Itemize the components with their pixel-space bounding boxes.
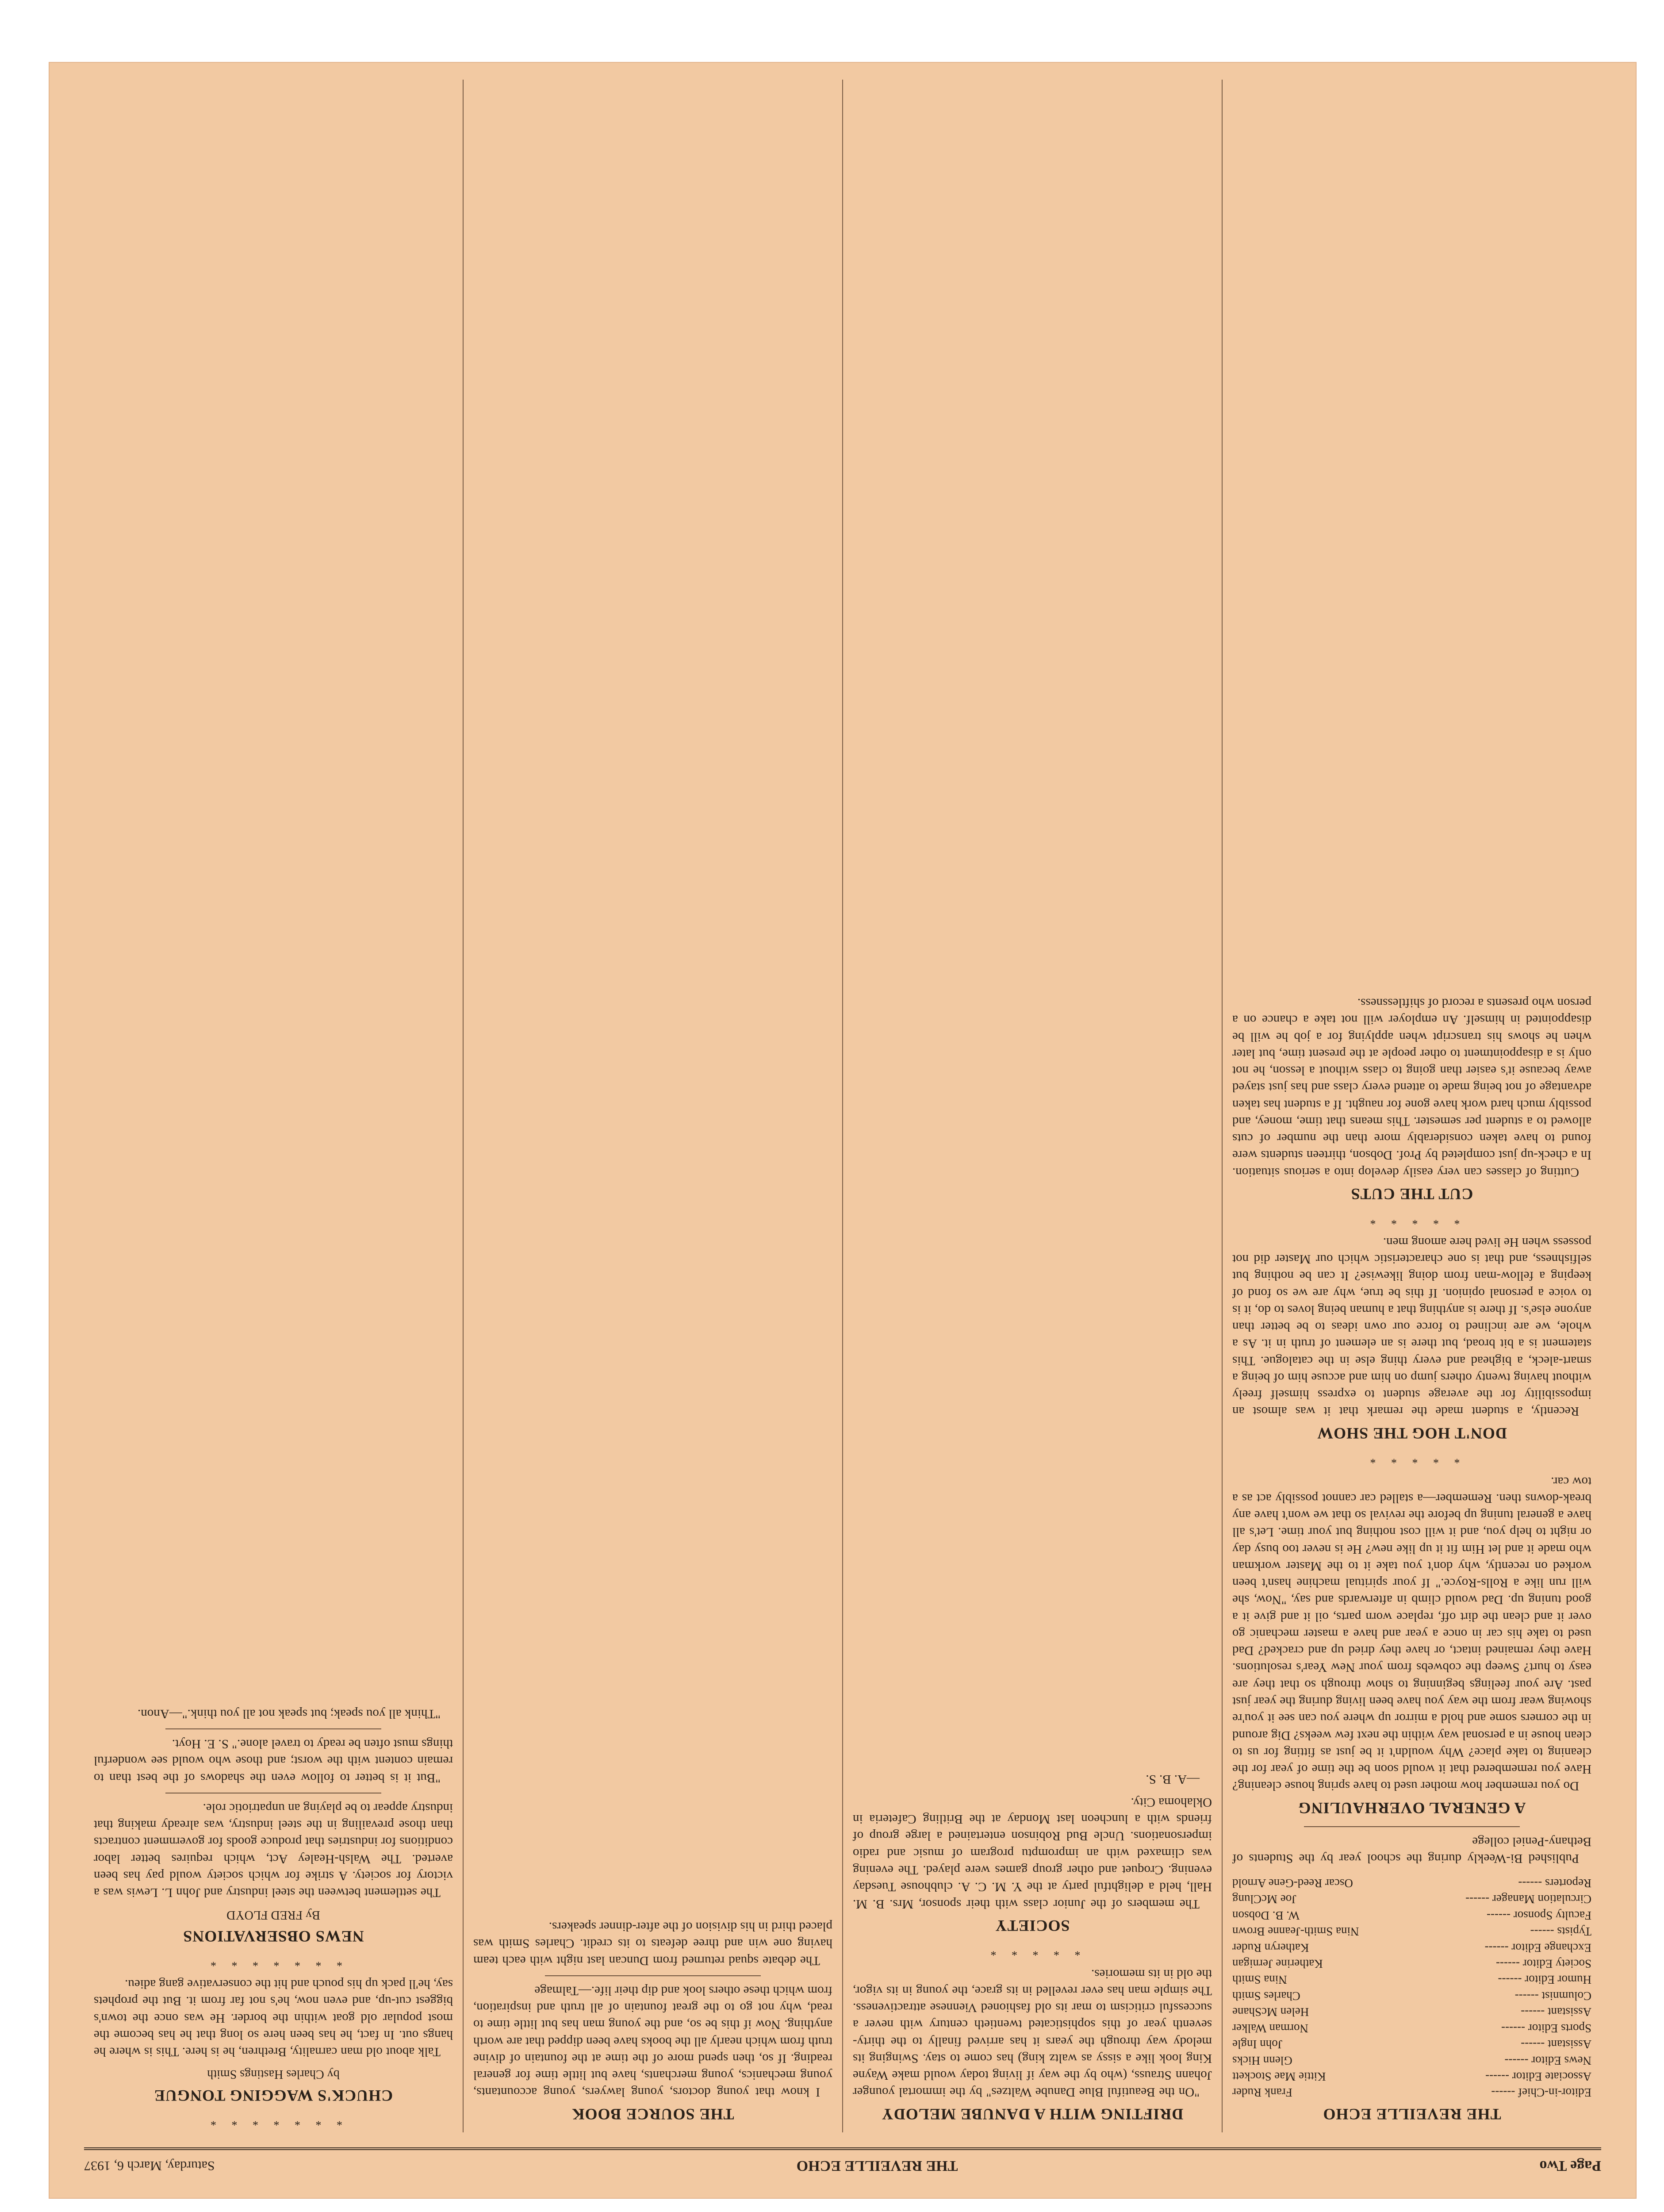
overhauling-title: A GENERAL OVERHAULING: [1298, 1799, 1526, 1817]
newspaper-page: [49, 62, 1637, 2199]
column-1: [1222, 80, 1601, 2132]
column-2: [842, 80, 1222, 2132]
staff-row: [1232, 2036, 1591, 2052]
staff-role: Assistant ------: [1521, 2004, 1591, 2020]
staff-role: Sports Editor ------: [1501, 2020, 1591, 2036]
staff-role: Columnist ------: [1515, 1988, 1591, 2004]
chuck-title: CHUCK'S WAGGING TONGUE: [153, 2086, 393, 2104]
staff-row: [1232, 2085, 1591, 2101]
columns-container: [84, 80, 1601, 2132]
society-text: The members of the Junior class with their sponsor, Mrs. B. M. Hall, held a delightful party at the Y. M. C. A. clubhouse Tuesday evening. Croquet and other group games were played. The evening was climaxed with an impromptu program of music and radio impersonations. Uncle Bud Robinson entertained a large group of friends with a luncheon last Monday at the Britling Cafeteria in Oklahoma City.: [853, 1795, 1212, 1911]
star-divider: * * * * *: [1364, 1214, 1460, 1227]
staff-row: [1232, 1972, 1591, 1988]
staff-name: Oscar Reed-Gene Arnold: [1232, 1876, 1353, 1890]
show-title: DON'T HOG THE SHOW: [1317, 1424, 1507, 1442]
page-label: Page Two: [1539, 2158, 1601, 2174]
star-divider: * * * * * * *: [204, 2115, 342, 2128]
staff-role: Faculty Sponsor ------: [1487, 1907, 1591, 1923]
staff-name: Katherine Jernigan: [1232, 1957, 1323, 1970]
staff-row: [1232, 1939, 1591, 1955]
society-byline: —A. B. S.: [1146, 1772, 1200, 1786]
staff-name: Helen McShane: [1232, 2005, 1309, 2019]
chuck-byline: by Charles Hastings Smith: [207, 2067, 340, 2081]
staff-role: Humor Editor ------: [1498, 1972, 1591, 1988]
news-obs-title: NEWS OBSERVATIONS: [183, 1927, 364, 1945]
staff-role: Reporters ------: [1518, 1875, 1591, 1891]
staff-name: Katheryn Ruder: [1232, 1941, 1309, 1955]
chuck-text: Talk about old man carnality, Brethren, he is here. This is where he hangs out. In fact, he has been here so long that he has become the most popular old goat within the border. He was once the town's biggest cut-up, and even now, he's not far from it. But the prophets say, he'll pack up his pouch and hit the conservative gang adieu.: [94, 1977, 453, 2059]
paper-name: THE REVEILLE ECHO: [796, 2158, 958, 2174]
danube-text: "On the Beautiful Blue Danube Waltzes" by the immortal younger Johann Strauss, (who by the way if living today would make Wayne King look like a sissy as waltz king) has come to stay. Swinging its melody way through the years it has arrived finally to the thirty-seventh year of this sophisticated twentieth century with never a successful criticism to mar its old fashioned Viennese attractiveness. The simple man has ever revelled in its grace, the young in its vigor, the old in its memories.: [853, 1966, 1212, 2100]
staff-role: Circulation Manager ------: [1465, 1891, 1591, 1907]
staff-name: Charles Smith: [1232, 1989, 1300, 2003]
staff-row: [1232, 1924, 1591, 1939]
staff-list: [1232, 1875, 1591, 2101]
published-note: Published Bi-Weekly during the school year by the Students of Bethany-Peniel college: [1232, 1835, 1591, 1866]
staff-role: Associate Editor ------: [1485, 2069, 1591, 2085]
staff-name: Kittie Mae Stockett: [1232, 2070, 1326, 2084]
star-divider: * * * * *: [1364, 1453, 1460, 1466]
staff-name: Norman Walker: [1232, 2021, 1309, 2035]
star-divider: * * * * * * *: [204, 1955, 342, 1969]
staff-row: [1232, 2069, 1591, 2085]
cuts-title: CUT THE CUTS: [1350, 1185, 1473, 1203]
staff-row: [1232, 1891, 1591, 1907]
danube-title: DRIFTING WITH A DANUBE MELODY: [881, 2105, 1184, 2123]
staff-role: Typists ------: [1530, 1924, 1591, 1939]
staff-row: [1232, 2020, 1591, 2036]
staff-name: Nina Smith-Jeanne Brown: [1232, 1925, 1359, 1939]
divider: [1304, 1826, 1519, 1827]
staff-name: Frank Ruder: [1232, 2086, 1292, 2100]
staff-name: John Ingle: [1232, 2038, 1283, 2051]
column-3: [463, 80, 842, 2132]
staff-name: Nina Smith: [1232, 1973, 1287, 1987]
debate-text: The debate squad returned from Duncan last night with each team having one win and three defeats to its credit. Charles Smith was placed third in his division of the after-dinner speakers.: [473, 1920, 832, 1968]
staff-row: [1232, 1907, 1591, 1923]
society-title: SOCIETY: [995, 1917, 1070, 1935]
staff-row: [1232, 2052, 1591, 2068]
issue-date: Saturday, March 6, 1937: [84, 2158, 215, 2173]
cuts-text: Cutting of classes can very easily develop into a serious situation. In a check-up just completed by Prof. Dobson, thirteen students were found to have taken considerably more than the number of cuts allowed to a student per semester. This means that time, money, and possibly much hard work have gone for naught. If a student has taken advantage of not being made to attend every class and has just stayed away because it's easier than going to class without a lesson, he not only is a disappointment to other people at the present time, but later when he shows his transcript when applying for a job he will be disappointed in himself. An employer will not take a chance on a person who presents a record of shiftlessness.: [1232, 996, 1591, 1179]
staff-role: Society Editor ------: [1496, 1956, 1591, 1972]
news-obs-byline: By FRED FLOYD: [226, 1908, 320, 1922]
source-book-text: I know that young doctors, young lawyers, young accountants, young mechanics, young merchants, have but little time for general reading. If so, then spend more of the time at the fountain of divine truth from which nearly all the books have been dipped that are worth anything. Now if this be so, and the young man has but little time to read, why not go to the great fountain of all truth and inspiration, from which these others look and dip their life.—Talmage: [473, 1983, 832, 2100]
news-obs-text: The settlement between the steel industry and John L. Lewis was a victory for society. A strike for which society would pay has been averted. The Walsh-Healey Act, which requires better labor conditions for industries that produce goods for government contracts than those prevailing in the steel industry, was already making that industry appear to be playing an unpatriotic role.: [94, 1801, 453, 1900]
staff-role: Editor-in-Chief ------: [1491, 2085, 1591, 2101]
staff-role: Assistant ------: [1521, 2036, 1591, 2052]
quote-2: "Think all you speak; but speak not all you think."—Anon.: [138, 1706, 441, 1721]
show-text: Recently, a student made the remark that it was almost an impossibility for the average student to express himself freely without having twenty others jump on him and accuse him of being a smart-aleck, a bighead and every thing else in the catalogue. This statement is a bit broad, but there is an element of truth in it. As a whole, we are inclined to force our own ideas to be better than anyone else's. If there is anything that a human being loves to do, it is to voice a personal opinion. If this be true, why are we so fond of keeping a fellow-man from doing likewise? It can be nothing but selfishness, and that is one characteristic which our Master did not possess when He lived here among men.: [1232, 1235, 1591, 1419]
star-divider: * * * * *: [984, 1945, 1081, 1959]
staff-name: Joe McClung: [1232, 1893, 1296, 1906]
masthead-title: THE REVEILLE ECHO: [1323, 2105, 1501, 2123]
staff-role: Exchange Editor ------: [1485, 1939, 1591, 1955]
page-header: [84, 2147, 1601, 2181]
overhauling-text: Do you remember how mother used to have spring house cleaning? Have you remembered that it would soon be the time of year for the cleaning to take place? Why wouldn't it be just as fitting for us to clean house in a personal way within the next few weeks? Dig around in the corners some and hold a mirror up where you can see it you're showing wear from the way you have been living during the year just past. Are your feelings beginning to show through so that they are easy to hurt? Sweep the cobwebs from your New Year's resolutions. Have they remained intact, or have they dried up and cracked? Dad used to take his car in once a year and have a master mechanic go over it and clean the dirt off, replace worn parts, oil it and give it a good tuning up. Dad would climb in afterwards and say, "Now, she will run like a Rolls-Royce." If your spiritual machine hasn't been worked on recently, why don't you take it to the Master workman who made it and let Him fit it up like new? He is never too busy day or night to help you, and it will cost nothing but your time. Let's all have a general tuning up before the revival so that we won't have any break-downs then. Remember—a stalled car cannot possibly act as a tow car.: [1232, 1474, 1591, 1793]
staff-row: [1232, 1988, 1591, 2004]
staff-row: [1232, 2004, 1591, 2020]
divider: [165, 1728, 381, 1729]
staff-row: [1232, 1875, 1591, 1891]
divider: [545, 1975, 760, 1976]
staff-name: Glenn Hicks: [1232, 2054, 1292, 2067]
quote-1: "But it is better to follow even the shadows of the best than to remain content with the worst; and those who would see wonderful things must often be ready to travel alone." S. E. Hoyt.: [94, 1736, 453, 1785]
column-4: [84, 80, 463, 2132]
staff-role: News Editor ------: [1505, 2052, 1591, 2068]
staff-name: W. B. Dobson: [1232, 1909, 1300, 1922]
source-book-title: THE SOURCE BOOK: [571, 2105, 734, 2123]
staff-row: [1232, 1956, 1591, 1972]
